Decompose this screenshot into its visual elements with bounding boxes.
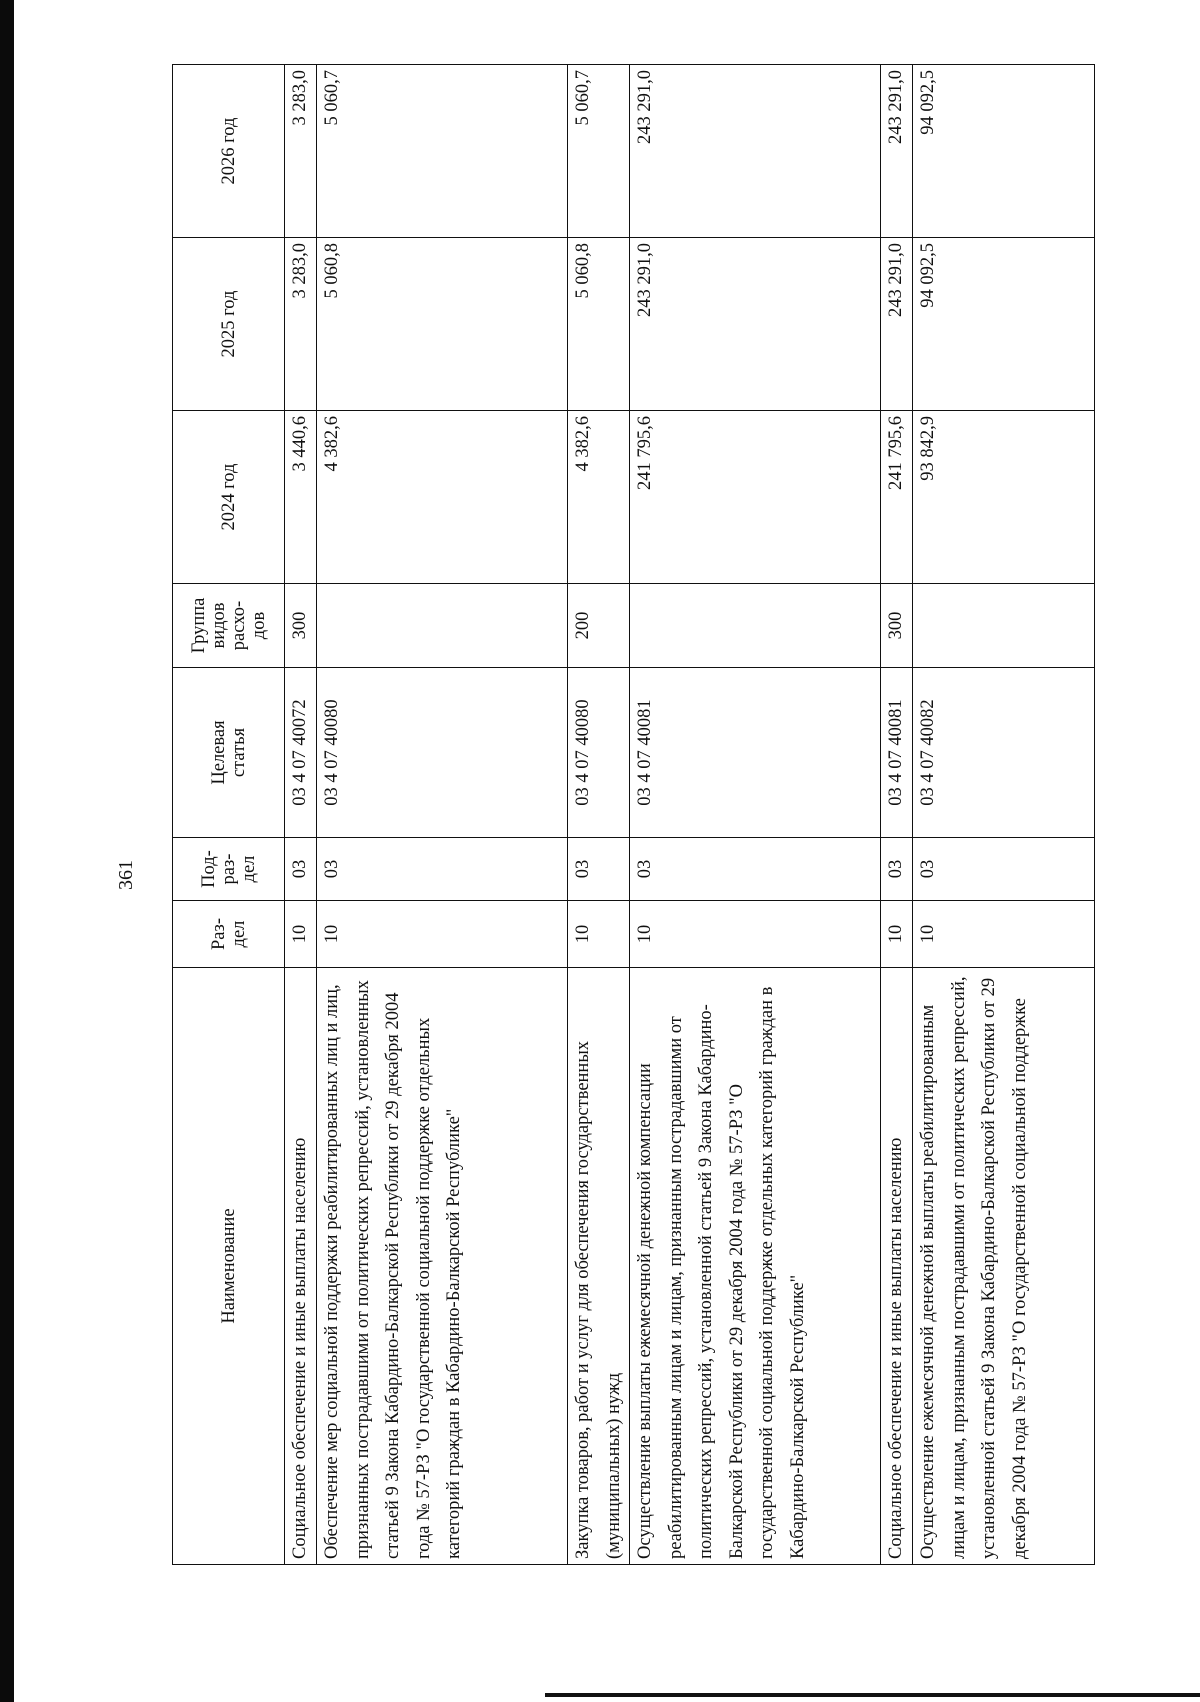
cell-2026: 243 291,0 xyxy=(630,65,881,238)
cell-podrazdel: 03 xyxy=(568,838,630,901)
page-number: 361 xyxy=(115,860,137,890)
header-tselevaya-statya: Целевая статья xyxy=(173,668,285,838)
cell-2025: 3 283,0 xyxy=(285,238,317,411)
cell-tselevaya: 03 4 07 40082 xyxy=(913,668,1095,838)
cell-2025: 94 092,5 xyxy=(913,238,1095,411)
cell-razdel: 10 xyxy=(285,901,317,968)
table-row xyxy=(285,65,317,1565)
table-row xyxy=(630,65,881,1565)
cell-2024: 241 795,6 xyxy=(630,411,881,584)
cell-2026: 3 283,0 xyxy=(285,65,317,238)
cell-tselevaya: 03 4 07 40081 xyxy=(881,668,913,838)
cell-razdel: 10 xyxy=(568,901,630,968)
cell-2025: 5 060,8 xyxy=(317,238,568,411)
cell-podrazdel: 03 xyxy=(285,838,317,901)
cell-2026: 5 060,7 xyxy=(568,65,630,238)
rotated-table-wrapper xyxy=(172,65,1094,1565)
cell-2026: 94 092,5 xyxy=(913,65,1095,238)
cell-gruppa xyxy=(630,584,881,668)
cell-tselevaya: 03 4 07 40081 xyxy=(630,668,881,838)
scan-edge-left xyxy=(0,0,14,1702)
cell-2025: 243 291,0 xyxy=(881,238,913,411)
budget-table xyxy=(172,64,1095,1565)
cell-2024: 3 440,6 xyxy=(285,411,317,584)
table-row xyxy=(568,65,630,1565)
cell-2024: 241 795,6 xyxy=(881,411,913,584)
cell-gruppa: 300 xyxy=(881,584,913,668)
cell-gruppa: 200 xyxy=(568,584,630,668)
cell-tselevaya: 03 4 07 40080 xyxy=(568,668,630,838)
cell-name: Обеспечение мер социальной поддержки реабилитированных лиц и лиц, признанных пострадавшими от политических репрессий, установленных статьей 9 Закона Кабардино-Балкарской Республики от 29 декабря 2004 года № 57-РЗ "О государственной социальной поддержке отдельных категорий граждан в Кабардино-Балкарской Республике" xyxy=(317,968,568,1565)
cell-razdel: 10 xyxy=(630,901,881,968)
cell-name: Закупка товаров, работ и услуг для обеспечения государственных (муниципальных) нужд xyxy=(568,968,630,1565)
cell-2025: 5 060,8 xyxy=(568,238,630,411)
cell-2024: 4 382,6 xyxy=(568,411,630,584)
cell-name: Социальное обеспечение и иные выплаты населению xyxy=(881,968,913,1565)
table-row xyxy=(317,65,568,1565)
cell-razdel: 10 xyxy=(881,901,913,968)
cell-gruppa xyxy=(317,584,568,668)
cell-2024: 4 382,6 xyxy=(317,411,568,584)
header-razdel: Раз- дел xyxy=(173,901,285,968)
cell-tselevaya: 03 4 07 40080 xyxy=(317,668,568,838)
cell-gruppa: 300 xyxy=(285,584,317,668)
cell-name: Осуществление выплаты ежемесячной денежной компенсации реабилитированным лицам и лицам, признанным пострадавшими от политических репрессий, установленной статьей 9 Закона Кабардино-Балкарской Республики от 29 декабря 2004 года № 57-РЗ "О государственной социальной поддержке отдельных категорий граждан в Кабардино-Балкарской Республике" xyxy=(630,968,881,1565)
cell-gruppa xyxy=(913,584,1095,668)
cell-podrazdel: 03 xyxy=(913,838,1095,901)
header-gruppa-vidov-raskhodov: Группа видов расхо- дов xyxy=(173,584,285,668)
header-2026: 2026 год xyxy=(173,65,285,238)
cell-2024: 93 842,9 xyxy=(913,411,1095,584)
table-row xyxy=(881,65,913,1565)
header-2025: 2025 год xyxy=(173,238,285,411)
cell-podrazdel: 03 xyxy=(317,838,568,901)
cell-razdel: 10 xyxy=(913,901,1095,968)
cell-2026: 5 060,7 xyxy=(317,65,568,238)
cell-2026: 243 291,0 xyxy=(881,65,913,238)
table-header-row xyxy=(173,65,285,1565)
table-row xyxy=(913,65,1095,1565)
header-name: Наименование xyxy=(173,968,285,1565)
cell-2025: 243 291,0 xyxy=(630,238,881,411)
cell-name: Осуществление ежемесячной денежной выплаты реабилитированным лицам и лицам, признанным пострадавшими от политических репрессий, установленной статьей 9 Закона Кабардино-Балкарской Республики от 29 декабря 2004 года № 57-РЗ "О государственной социальной поддержке xyxy=(913,968,1095,1565)
cell-podrazdel: 03 xyxy=(881,838,913,901)
scan-edge-bottom xyxy=(545,1693,1200,1697)
cell-tselevaya: 03 4 07 40072 xyxy=(285,668,317,838)
header-2024: 2024 год xyxy=(173,411,285,584)
cell-name: Социальное обеспечение и иные выплаты населению xyxy=(285,968,317,1565)
cell-podrazdel: 03 xyxy=(630,838,881,901)
cell-razdel: 10 xyxy=(317,901,568,968)
header-podrazdel: Под- раз- дел xyxy=(173,838,285,901)
